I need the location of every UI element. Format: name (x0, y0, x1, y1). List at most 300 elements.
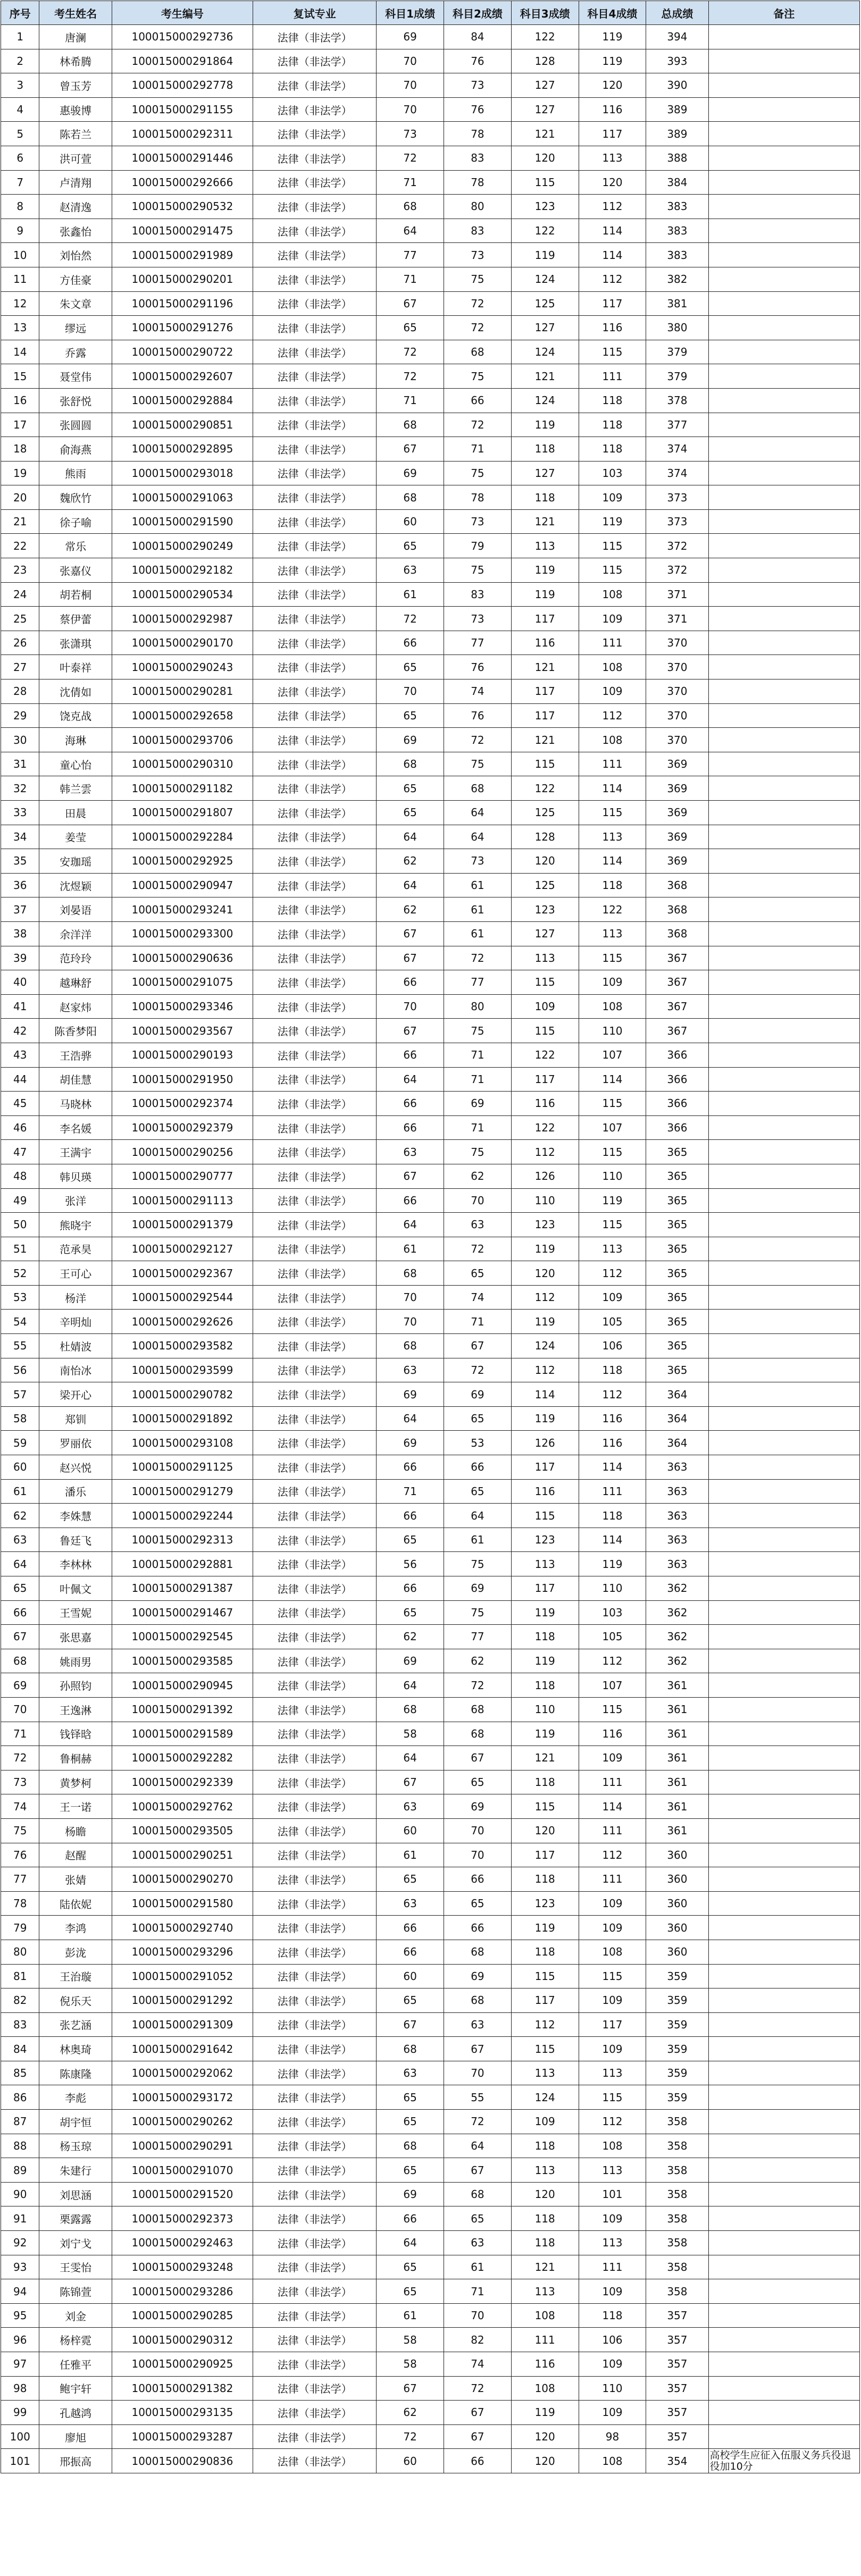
cell-name: 赵家炜 (39, 994, 112, 1019)
cell-score1: 66 (377, 1940, 444, 1964)
cell-score1: 72 (377, 364, 444, 389)
cell-score4: 115 (579, 1964, 646, 1988)
cell-score1: 64 (377, 1746, 444, 1771)
cell-id: 100015000291292 (112, 1988, 253, 2013)
table-row (1, 2328, 860, 2352)
table-row (1, 1334, 860, 1358)
cell-note (708, 49, 860, 73)
cell-note (708, 97, 860, 122)
cell-score3: 119 (511, 1600, 579, 1625)
cell-id: 100015000292367 (112, 1261, 253, 1286)
cell-id: 100015000290291 (112, 2134, 253, 2158)
table-row (1, 2255, 860, 2279)
cell-total: 359 (646, 2037, 708, 2061)
cell-score4: 114 (579, 849, 646, 874)
table-row (1, 364, 860, 389)
cell-id: 100015000290925 (112, 2352, 253, 2377)
cell-major: 法律（非法学） (253, 2110, 377, 2134)
cell-score1: 67 (377, 1164, 444, 1188)
cell-id: 100015000291070 (112, 2158, 253, 2183)
cell-id: 100015000292666 (112, 170, 253, 195)
cell-score2: 83 (444, 582, 512, 607)
cell-id: 100015000290851 (112, 413, 253, 437)
cell-score3: 121 (511, 122, 579, 146)
cell-score3: 108 (511, 2376, 579, 2401)
cell-id: 100015000290281 (112, 679, 253, 704)
cell-name: 曾玉芳 (39, 73, 112, 98)
cell-score3: 121 (511, 1746, 579, 1771)
cell-id: 100015000292925 (112, 849, 253, 874)
cell-score4: 115 (579, 801, 646, 825)
cell-major: 法律（非法学） (253, 1334, 377, 1358)
cell-score1: 64 (377, 1406, 444, 1431)
cell-total: 371 (646, 582, 708, 607)
cell-name: 胡宇恒 (39, 2110, 112, 2134)
cell-major: 法律（非法学） (253, 2085, 377, 2110)
cell-total: 357 (646, 2401, 708, 2425)
cell-score1: 69 (377, 25, 444, 49)
cell-score4: 101 (579, 2182, 646, 2206)
cell-score1: 65 (377, 2158, 444, 2183)
cell-total: 362 (646, 1600, 708, 1625)
cell-name: 姜莹 (39, 825, 112, 849)
table-row (1, 873, 860, 897)
cell-score4: 122 (579, 897, 646, 922)
table-row (1, 97, 860, 122)
cell-score1: 65 (377, 1988, 444, 2013)
cell-score2: 65 (444, 1891, 512, 1916)
cell-score1: 71 (377, 267, 444, 291)
cell-name: 赵醒 (39, 1843, 112, 1867)
cell-id: 100015000292626 (112, 1310, 253, 1334)
cell-score1: 64 (377, 1067, 444, 1092)
cell-seq: 5 (1, 122, 39, 146)
cell-score2: 73 (444, 243, 512, 267)
cell-score3: 118 (511, 2231, 579, 2255)
cell-score1: 65 (377, 655, 444, 679)
cell-score3: 113 (511, 2061, 579, 2085)
table-row (1, 728, 860, 752)
cell-id: 100015000291520 (112, 2182, 253, 2206)
cell-score2: 68 (444, 1940, 512, 1964)
cell-score4: 116 (579, 1431, 646, 1455)
cell-seq: 12 (1, 291, 39, 316)
cell-score4: 118 (579, 388, 646, 413)
cell-score4: 112 (579, 1649, 646, 1673)
cell-score3: 123 (511, 897, 579, 922)
cell-seq: 61 (1, 1479, 39, 1504)
cell-score3: 114 (511, 1382, 579, 1407)
cell-score2: 76 (444, 655, 512, 679)
cell-score4: 108 (579, 2134, 646, 2158)
cell-note (708, 776, 860, 801)
cell-score3: 117 (511, 1576, 579, 1601)
cell-name: 范承昊 (39, 1237, 112, 1261)
cell-score3: 119 (511, 243, 579, 267)
cell-score1: 71 (377, 170, 444, 195)
cell-total: 359 (646, 2012, 708, 2037)
cell-note (708, 316, 860, 340)
cell-id: 100015000291446 (112, 146, 253, 170)
cell-name: 杨玉琼 (39, 2134, 112, 2158)
cell-score3: 120 (511, 2449, 579, 2473)
cell-note (708, 873, 860, 897)
cell-name: 王满宇 (39, 1140, 112, 1164)
cell-score2: 71 (444, 1115, 512, 1140)
cell-note (708, 1625, 860, 1649)
cell-major: 法律（非法学） (253, 1988, 377, 2013)
cell-score3: 115 (511, 2037, 579, 2061)
cell-total: 368 (646, 921, 708, 946)
cell-score3: 115 (511, 752, 579, 776)
cell-score1: 70 (377, 1285, 444, 1310)
cell-note (708, 801, 860, 825)
cell-major: 法律（非法学） (253, 1964, 377, 1988)
cell-note: 高校学生应征入伍服义务兵役退役加10分 (708, 2449, 860, 2473)
cell-score4: 103 (579, 1600, 646, 1625)
cell-note (708, 1770, 860, 1794)
cell-major: 法律（非法学） (253, 2255, 377, 2279)
cell-major: 法律（非法学） (253, 825, 377, 849)
cell-score3: 124 (511, 388, 579, 413)
table-row (1, 921, 860, 946)
cell-note (708, 25, 860, 49)
cell-id: 100015000291075 (112, 970, 253, 995)
cell-score3: 117 (511, 679, 579, 704)
cell-score3: 117 (511, 1843, 579, 1867)
cell-id: 100015000290193 (112, 1043, 253, 1067)
cell-score4: 109 (579, 1285, 646, 1310)
cell-score2: 66 (444, 1455, 512, 1480)
cell-score3: 124 (511, 267, 579, 291)
cell-score3: 109 (511, 2110, 579, 2134)
cell-score4: 112 (579, 195, 646, 219)
cell-score2: 64 (444, 825, 512, 849)
cell-note (708, 703, 860, 728)
cell-score2: 74 (444, 679, 512, 704)
cell-score2: 67 (444, 1334, 512, 1358)
cell-score4: 108 (579, 655, 646, 679)
cell-score1: 58 (377, 2328, 444, 2352)
table-row (1, 655, 860, 679)
cell-seq: 7 (1, 170, 39, 195)
table-row (1, 413, 860, 437)
cell-score1: 66 (377, 1092, 444, 1116)
cell-score3: 112 (511, 1358, 579, 1382)
header-id: 考生编号 (112, 1, 253, 25)
cell-id: 100015000291382 (112, 2376, 253, 2401)
table-row (1, 2182, 860, 2206)
cell-id: 100015000292762 (112, 1794, 253, 1819)
table-row (1, 2085, 860, 2110)
table-row (1, 485, 860, 510)
cell-major: 法律（非法学） (253, 1188, 377, 1213)
cell-note (708, 267, 860, 291)
table-row (1, 73, 860, 98)
table-row (1, 2158, 860, 2183)
cell-seq: 50 (1, 1213, 39, 1237)
cell-id: 100015000291950 (112, 1067, 253, 1092)
cell-score1: 72 (377, 2424, 444, 2449)
cell-name: 韩贝瑛 (39, 1164, 112, 1188)
cell-total: 390 (646, 73, 708, 98)
cell-score2: 74 (444, 1285, 512, 1310)
cell-major: 法律（非法学） (253, 1382, 377, 1407)
cell-name: 鲍宇轩 (39, 2376, 112, 2401)
cell-score2: 68 (444, 776, 512, 801)
cell-score1: 65 (377, 776, 444, 801)
cell-seq: 13 (1, 316, 39, 340)
cell-score2: 67 (444, 2037, 512, 2061)
cell-seq: 20 (1, 485, 39, 510)
cell-score1: 61 (377, 2303, 444, 2328)
cell-score2: 76 (444, 49, 512, 73)
cell-id: 100015000291182 (112, 776, 253, 801)
cell-note (708, 1285, 860, 1310)
table-row (1, 2012, 860, 2037)
cell-note (708, 2110, 860, 2134)
cell-score2: 69 (444, 1382, 512, 1407)
cell-score3: 118 (511, 2206, 579, 2231)
cell-note (708, 1043, 860, 1067)
table-row (1, 897, 860, 922)
cell-score3: 121 (511, 728, 579, 752)
cell-note (708, 2376, 860, 2401)
cell-score4: 113 (579, 825, 646, 849)
cell-score2: 75 (444, 752, 512, 776)
cell-score3: 123 (511, 195, 579, 219)
cell-score4: 110 (579, 1576, 646, 1601)
table-row (1, 825, 860, 849)
table-row (1, 1770, 860, 1794)
cell-score1: 69 (377, 728, 444, 752)
cell-major: 法律（非法学） (253, 73, 377, 98)
cell-seq: 3 (1, 73, 39, 98)
cell-major: 法律（非法学） (253, 558, 377, 583)
cell-major: 法律（非法学） (253, 1164, 377, 1188)
cell-total: 380 (646, 316, 708, 340)
cell-major: 法律（非法学） (253, 1940, 377, 1964)
cell-total: 358 (646, 2182, 708, 2206)
cell-note (708, 1600, 860, 1625)
cell-seq: 35 (1, 849, 39, 874)
cell-total: 366 (646, 1067, 708, 1092)
cell-major: 法律（非法学） (253, 1867, 377, 1892)
cell-id: 100015000290262 (112, 2110, 253, 2134)
cell-score1: 67 (377, 2376, 444, 2401)
cell-score1: 65 (377, 703, 444, 728)
cell-score1: 61 (377, 582, 444, 607)
cell-id: 100015000292379 (112, 1115, 253, 1140)
table-row (1, 1891, 860, 1916)
cell-score1: 64 (377, 1213, 444, 1237)
cell-total: 370 (646, 703, 708, 728)
cell-major: 法律（非法学） (253, 679, 377, 704)
cell-name: 张鑫怡 (39, 219, 112, 243)
table-row (1, 1067, 860, 1092)
cell-major: 法律（非法学） (253, 2134, 377, 2158)
cell-name: 沈煜颖 (39, 873, 112, 897)
table-row (1, 1649, 860, 1673)
cell-note (708, 1479, 860, 1504)
table-row (1, 2449, 860, 2473)
cell-major: 法律（非法学） (253, 1697, 377, 1722)
cell-score1: 65 (377, 534, 444, 558)
cell-score4: 119 (579, 25, 646, 49)
cell-seq: 8 (1, 195, 39, 219)
table-row (1, 2424, 860, 2449)
cell-major: 法律（非法学） (253, 873, 377, 897)
cell-name: 常乐 (39, 534, 112, 558)
cell-score1: 67 (377, 1770, 444, 1794)
cell-id: 100015000291279 (112, 1479, 253, 1504)
cell-score1: 62 (377, 2401, 444, 2425)
score-table (1, 1, 860, 2473)
cell-score4: 109 (579, 2352, 646, 2377)
cell-name: 王治璇 (39, 1964, 112, 1988)
cell-major: 法律（非法学） (253, 655, 377, 679)
cell-note (708, 1818, 860, 1843)
cell-score2: 75 (444, 1140, 512, 1164)
cell-score4: 111 (579, 2255, 646, 2279)
cell-score3: 126 (511, 1431, 579, 1455)
table-row (1, 1600, 860, 1625)
cell-score2: 61 (444, 1528, 512, 1552)
cell-score2: 70 (444, 1843, 512, 1867)
cell-name: 杨梓霓 (39, 2328, 112, 2352)
cell-note (708, 243, 860, 267)
cell-major: 法律（非法学） (253, 1431, 377, 1455)
cell-note (708, 291, 860, 316)
cell-id: 100015000291113 (112, 1188, 253, 1213)
cell-id: 100015000293172 (112, 2085, 253, 2110)
cell-score3: 118 (511, 2134, 579, 2158)
cell-score4: 115 (579, 534, 646, 558)
cell-note (708, 2352, 860, 2377)
cell-name: 黄梦柯 (39, 1770, 112, 1794)
cell-score4: 113 (579, 921, 646, 946)
cell-major: 法律（非法学） (253, 485, 377, 510)
cell-score4: 115 (579, 1213, 646, 1237)
table-row (1, 1310, 860, 1334)
cell-name: 田晨 (39, 801, 112, 825)
cell-id: 100015000293567 (112, 1019, 253, 1043)
cell-score3: 115 (511, 1019, 579, 1043)
cell-note (708, 73, 860, 98)
cell-name: 罗丽依 (39, 1431, 112, 1455)
cell-major: 法律（非法学） (253, 1237, 377, 1261)
cell-score4: 118 (579, 2303, 646, 2328)
table-row (1, 1164, 860, 1188)
cell-score4: 103 (579, 461, 646, 485)
cell-total: 370 (646, 728, 708, 752)
cell-major: 法律（非法学） (253, 1600, 377, 1625)
cell-score2: 65 (444, 2206, 512, 2231)
cell-major: 法律（非法学） (253, 25, 377, 49)
cell-score1: 60 (377, 2449, 444, 2473)
cell-score3: 127 (511, 461, 579, 485)
cell-total: 373 (646, 509, 708, 534)
cell-total: 361 (646, 1673, 708, 1698)
cell-score2: 72 (444, 413, 512, 437)
cell-score1: 58 (377, 1722, 444, 1746)
cell-name: 余洋洋 (39, 921, 112, 946)
cell-name: 张艺涵 (39, 2012, 112, 2037)
table-row (1, 607, 860, 631)
cell-id: 100015000291475 (112, 219, 253, 243)
cell-score1: 67 (377, 291, 444, 316)
cell-score3: 128 (511, 825, 579, 849)
cell-score2: 77 (444, 970, 512, 995)
cell-score2: 62 (444, 1164, 512, 1188)
cell-name: 孙照钧 (39, 1673, 112, 1698)
cell-note (708, 2424, 860, 2449)
cell-seq: 95 (1, 2303, 39, 2328)
cell-total: 363 (646, 1552, 708, 1576)
cell-major: 法律（非法学） (253, 1528, 377, 1552)
table-row (1, 1382, 860, 1407)
cell-note (708, 1310, 860, 1334)
table-row (1, 2376, 860, 2401)
cell-id: 100015000290310 (112, 752, 253, 776)
header-score1: 科目1成绩 (377, 1, 444, 25)
cell-total: 361 (646, 1746, 708, 1771)
cell-score2: 61 (444, 897, 512, 922)
cell-name: 李名媛 (39, 1115, 112, 1140)
cell-note (708, 582, 860, 607)
table-row (1, 1285, 860, 1310)
cell-score2: 68 (444, 1988, 512, 2013)
cell-note (708, 631, 860, 655)
table-row (1, 703, 860, 728)
cell-score4: 108 (579, 1940, 646, 1964)
cell-seq: 1 (1, 25, 39, 49)
cell-score4: 110 (579, 2376, 646, 2401)
cell-id: 100015000293585 (112, 1649, 253, 1673)
cell-name: 方佳豪 (39, 267, 112, 291)
cell-seq: 38 (1, 921, 39, 946)
cell-score3: 120 (511, 2424, 579, 2449)
cell-seq: 80 (1, 1940, 39, 1964)
cell-major: 法律（非法学） (253, 1576, 377, 1601)
cell-score3: 118 (511, 437, 579, 462)
cell-total: 365 (646, 1358, 708, 1382)
cell-score4: 110 (579, 1164, 646, 1188)
cell-major: 法律（非法学） (253, 582, 377, 607)
table-row (1, 219, 860, 243)
cell-id: 100015000292463 (112, 2231, 253, 2255)
cell-total: 374 (646, 437, 708, 462)
cell-score4: 113 (579, 2231, 646, 2255)
cell-note (708, 1188, 860, 1213)
cell-score3: 110 (511, 1697, 579, 1722)
cell-score3: 117 (511, 1067, 579, 1092)
cell-score4: 116 (579, 97, 646, 122)
cell-score2: 73 (444, 849, 512, 874)
cell-name: 张思嘉 (39, 1625, 112, 1649)
cell-name: 李姝慧 (39, 1504, 112, 1528)
cell-id: 100015000293296 (112, 1940, 253, 1964)
cell-name: 熊晓宇 (39, 1213, 112, 1237)
cell-seq: 86 (1, 2085, 39, 2110)
cell-score2: 70 (444, 2061, 512, 2085)
cell-seq: 97 (1, 2352, 39, 2377)
cell-id: 100015000293135 (112, 2401, 253, 2425)
table-row (1, 1843, 860, 1867)
cell-major: 法律（非法学） (253, 49, 377, 73)
cell-major: 法律（非法学） (253, 776, 377, 801)
cell-total: 377 (646, 413, 708, 437)
